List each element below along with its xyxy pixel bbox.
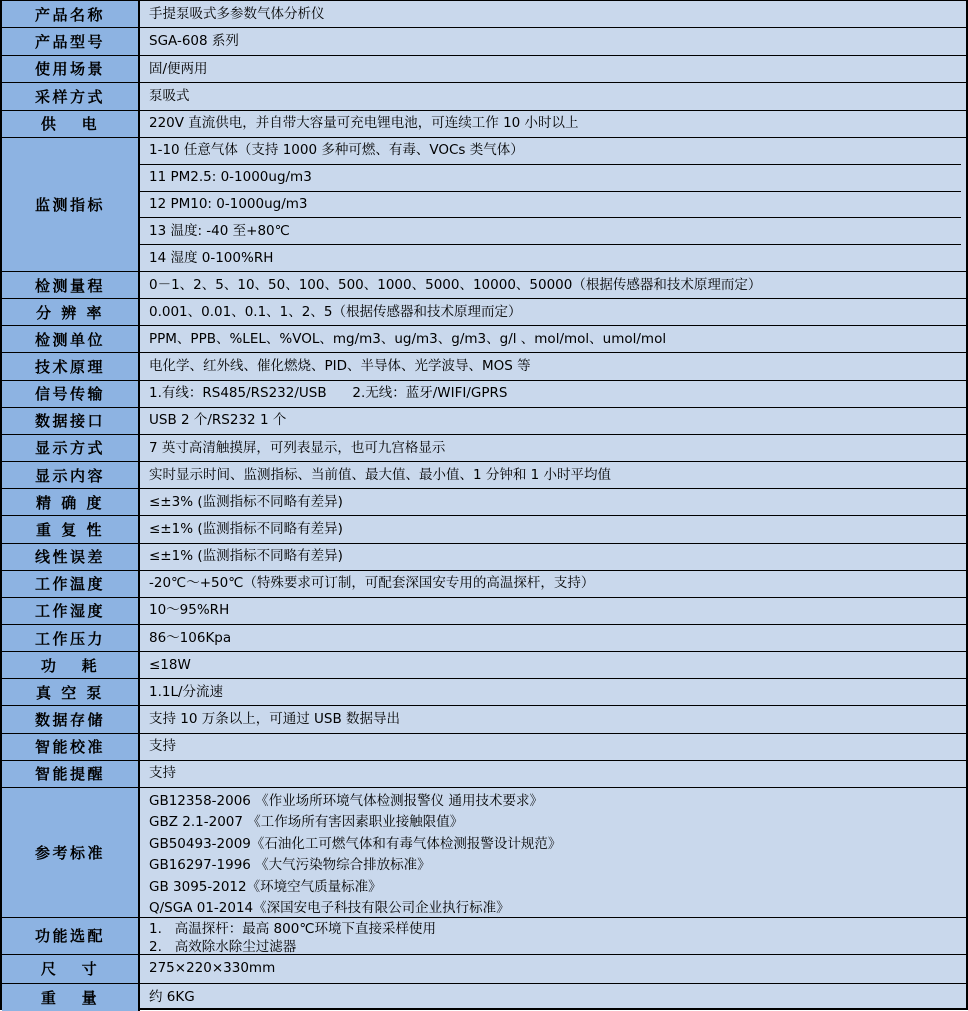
row-label: 重 复 性 [2, 516, 140, 542]
row-value-text: USB 2 个/RS232 1 个 [149, 412, 287, 429]
monitor-sub-item [140, 245, 961, 271]
row-value-cell [140, 598, 966, 624]
monitor-sub-item-text: 1-10 任意气体（支持 1000 多种可燃、有毒、VOCs 类气体） [149, 142, 524, 159]
monitor-sub-item-text: 14 湿度 0-100%RH [149, 249, 274, 266]
row-value-cell [140, 353, 966, 379]
row-value-cell [140, 706, 966, 732]
monitor-sub-item [140, 192, 961, 219]
table-row [2, 516, 966, 543]
table-row [2, 56, 966, 83]
row-label: 显示内容 [2, 462, 140, 488]
row-label: 真 空 泵 [2, 679, 140, 705]
table-row [2, 571, 966, 598]
row-value-text: ≤±3% (监测指标不同略有差异) [149, 493, 343, 510]
table-row [2, 381, 966, 408]
row-label: 技术原理 [2, 353, 140, 379]
value-line: GB 3095-2012《环境空气质量标准》 [149, 878, 382, 895]
row-label: 数据接口 [2, 408, 140, 434]
row-value-text: 275×220×330mm [149, 960, 276, 977]
row-value-cell [140, 272, 966, 298]
table-row [2, 462, 966, 489]
row-label: 产品名称 [2, 1, 140, 27]
table-row [2, 408, 966, 435]
table-row [2, 353, 966, 380]
row-value-text: 1.1L/分流速 [149, 683, 224, 700]
table-row [2, 788, 966, 918]
value-line: 1. 高温探杆：最高 800℃环境下直接采样使用 [149, 920, 436, 937]
monitor-sub-item [140, 138, 961, 165]
table-row [2, 111, 966, 138]
row-label: 数据存储 [2, 706, 140, 732]
row-label: 信号传输 [2, 381, 140, 407]
row-value-text: 0.001、0.01、0.1、1、2、5（根据传感器和技术原理而定） [149, 303, 522, 320]
monitor-sub-item-text: 12 PM10: 0-1000ug/m3 [149, 196, 308, 212]
row-label: 工作压力 [2, 625, 140, 651]
row-label: 显示方式 [2, 435, 140, 461]
row-label: 检测量程 [2, 272, 140, 298]
row-label: 监测指标 [2, 138, 140, 271]
row-value-cell [140, 299, 966, 325]
monitor-sub-item [140, 218, 961, 245]
row-value-text: 泵吸式 [149, 87, 190, 104]
row-label: 使用场景 [2, 56, 140, 82]
table-row [2, 489, 966, 516]
table-row [2, 734, 966, 761]
row-value-text: 电化学、红外线、催化燃烧、PID、半导体、光学波导、MOS 等 [149, 358, 531, 375]
row-value-cell [140, 984, 966, 1011]
row-value-cell [140, 955, 966, 983]
row-label: 智能提醒 [2, 761, 140, 787]
value-line: GB16297-1996 《大气污染物综合排放标准》 [149, 857, 431, 874]
row-label: 智能校准 [2, 734, 140, 760]
row-label: 工作湿度 [2, 598, 140, 624]
table-row [2, 272, 966, 299]
row-value-text: 10～95%RH [149, 602, 230, 619]
row-value-cell [140, 326, 966, 352]
row-value-text: 支持 [149, 765, 176, 782]
value-line: Q/SGA 01-2014《深国安电子科技有限公司企业执行标准》 [149, 900, 510, 917]
row-value-text: 约 6KG [149, 988, 195, 1005]
row-value-cell [140, 1, 966, 27]
row-value-cell [140, 788, 966, 917]
row-label: 尺 寸 [2, 955, 140, 983]
row-label: 参考标准 [2, 788, 140, 917]
row-value-cell [140, 761, 966, 787]
table-row [2, 706, 966, 733]
table-row [2, 544, 966, 571]
row-value-text: -20℃～+50℃（特殊要求可订制，可配套深国安专用的高温探杆，支持） [149, 575, 595, 592]
row-value-cell [140, 516, 966, 542]
table-row [2, 435, 966, 462]
table-row [2, 138, 966, 272]
table-row [2, 83, 966, 110]
row-value-cell [140, 571, 966, 597]
row-value-cell [140, 381, 966, 407]
row-label: 采样方式 [2, 83, 140, 109]
row-value-text: PPM、PPB、%LEL、%VOL、mg/m3、ug/m3、g/m3、g/l 、mol/mol、umol/mol [149, 330, 667, 347]
row-label: 功能选配 [2, 918, 140, 954]
row-value-cell [140, 56, 966, 82]
monitor-sub-item [140, 165, 961, 192]
row-value-cell [140, 679, 966, 705]
row-label: 分 辨 率 [2, 299, 140, 325]
row-value-cell [140, 408, 966, 434]
value-line: GB12358-2006 《作业场所环境气体检测报警仪 通用技术要求》 [149, 792, 543, 809]
row-value-text: 1.有线：RS485/RS232/USB 2.无线：蓝牙/WIFI/GPRS [149, 385, 508, 402]
row-value-text: ≤±1% (监测指标不同略有差异) [149, 548, 343, 565]
row-value-cell [140, 918, 966, 954]
row-value-text: 实时显示时间、监测指标、当前值、最大值、最小值、1 分钟和 1 小时平均值 [149, 466, 612, 483]
row-label: 功 耗 [2, 652, 140, 678]
table-row [2, 652, 966, 679]
row-value-cell [140, 734, 966, 760]
row-label: 线性误差 [2, 544, 140, 570]
table-row [2, 598, 966, 625]
row-value-text: 手提泵吸式多参数气体分析仪 [149, 5, 325, 22]
row-value-text: 0－1、2、5、10、50、100、500、1000、5000、10000、50000（根据传感器和技术原理而定） [149, 276, 762, 293]
row-value-text: 7 英寸高清触摸屏，可列表显示，也可九宫格显示 [149, 439, 446, 456]
row-label: 精 确 度 [2, 489, 140, 515]
table-row [2, 28, 966, 55]
row-value-text: 86～106Kpa [149, 629, 232, 646]
row-value-cell [140, 462, 966, 488]
row-value-cell [140, 489, 966, 515]
value-line: GBZ 2.1-2007 《工作场所有害因素职业接触限值》 [149, 814, 464, 831]
row-value-text: 220V 直流供电，并自带大容量可充电锂电池，可连续工作 10 小时以上 [149, 115, 579, 132]
row-value-cell [140, 28, 966, 54]
table-row [2, 326, 966, 353]
row-value-cell [140, 652, 966, 678]
row-value-text: ≤18W [149, 656, 191, 673]
row-value-text: 固/便两用 [149, 60, 208, 77]
row-value-cell [140, 544, 966, 570]
row-value-text: SGA-608 系列 [149, 33, 239, 50]
row-value-cell [140, 83, 966, 109]
row-value-text: ≤±1% (监测指标不同略有差异) [149, 521, 343, 537]
row-value-cell [140, 138, 966, 271]
table-row [2, 984, 966, 1011]
row-label: 产品型号 [2, 28, 140, 54]
table-row [2, 1, 966, 28]
table-row [2, 918, 966, 955]
row-label: 工作温度 [2, 571, 140, 597]
table-row [2, 299, 966, 326]
table-row [2, 679, 966, 706]
value-line: GB50493-2009《石油化工可燃气体和有毒气体检测报警设计规范》 [149, 835, 562, 852]
table-row [2, 625, 966, 652]
row-value-cell [140, 111, 966, 137]
row-value-text: 支持 10 万条以上，可通过 USB 数据导出 [149, 711, 401, 728]
table-row [2, 761, 966, 788]
row-value-text: 支持 [149, 738, 176, 755]
monitor-sub-item-text: 13 温度: -40 至+80℃ [149, 222, 290, 239]
row-label: 重 量 [2, 984, 140, 1011]
monitor-sub-item-text: 11 PM2.5: 0-1000ug/m3 [149, 169, 312, 186]
row-value-cell [140, 625, 966, 651]
row-value-cell [140, 435, 966, 461]
value-line: 2. 高效除水除尘过滤器 [149, 938, 297, 955]
table-row [2, 955, 966, 984]
row-label: 供 电 [2, 111, 140, 137]
row-label: 检测单位 [2, 326, 140, 352]
